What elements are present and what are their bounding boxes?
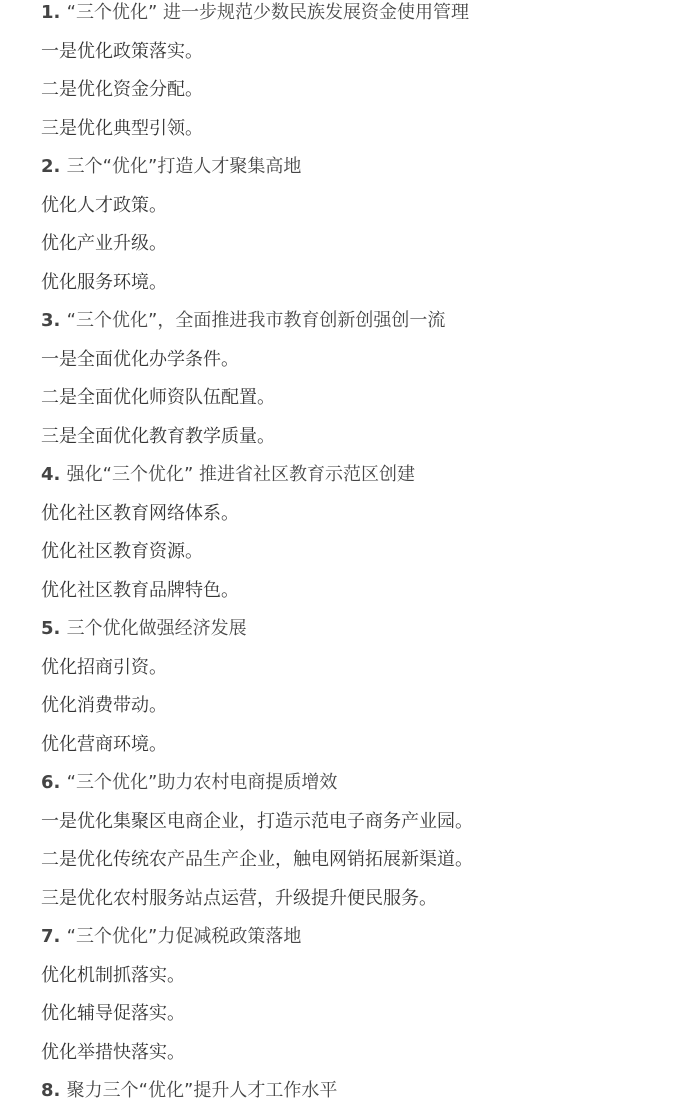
section-number: 1.	[41, 2, 61, 23]
section-heading	[41, 456, 683, 495]
list-item: 三是优化典型引领。	[41, 117, 203, 139]
list-item: 优化机制抓落实。	[41, 964, 185, 986]
section-title: 三个优化做强经济发展	[66, 618, 247, 639]
section-1	[41, 0, 683, 148]
section-4	[41, 456, 683, 610]
section-number: 5.	[41, 618, 61, 639]
section-title: “三个优化”力促减税政策落地	[66, 926, 302, 947]
section-title: “三个优化”，全面推进我市教育创新创强创一流	[66, 310, 446, 331]
section-title: 三个“优化”打造人才聚集高地	[66, 156, 302, 177]
list-item: 三是优化农村服务站点运营，升级提升便民服务。	[41, 887, 437, 909]
section-heading	[41, 0, 683, 33]
section-heading	[41, 148, 683, 187]
list-item: 优化人才政策。	[41, 194, 167, 216]
section-number: 6.	[41, 772, 61, 793]
section-3	[41, 302, 683, 456]
section-heading	[41, 610, 683, 649]
section-7	[41, 918, 683, 1072]
list-item: 优化社区教育资源。	[41, 541, 203, 562]
list-item: 优化招商引资。	[41, 656, 167, 678]
list-item: 优化社区教育网络体系。	[41, 502, 239, 524]
section-title: 强化“三个优化” 推进省社区教育示范区创建	[66, 464, 416, 485]
list-item: 优化社区教育品牌特色。	[41, 579, 239, 601]
section-number: 3.	[41, 310, 61, 331]
list-item: 二是优化传统农产品生产企业，触电网销拓展新渠道。	[41, 849, 473, 870]
section-number: 4.	[41, 464, 61, 485]
list-item: 二是全面优化师资队伍配置。	[41, 387, 275, 408]
section-heading	[41, 302, 683, 341]
list-item: 二是优化资金分配。	[41, 79, 203, 100]
section-number: 8.	[41, 1080, 61, 1101]
list-item: 优化产业升级。	[41, 233, 167, 254]
section-number: 2.	[41, 156, 61, 177]
section-title: 聚力三个“优化”提升人才工作水平	[66, 1080, 338, 1101]
list-item: 优化营商环境。	[41, 733, 167, 755]
list-item: 一是全面优化办学条件。	[41, 348, 239, 370]
section-2	[41, 148, 683, 302]
list-item: 优化辅导促落实。	[41, 1003, 185, 1024]
list-item: 一是优化政策落实。	[41, 40, 203, 62]
list-item: 一是优化集聚区电商企业，打造示范电子商务产业园。	[41, 810, 473, 832]
section-8	[41, 1072, 683, 1111]
section-6	[41, 764, 683, 918]
section-heading	[41, 1072, 683, 1111]
section-5	[41, 610, 683, 764]
section-title: “三个优化” 进一步规范少数民族发展资金使用管理	[66, 2, 470, 23]
section-title: “三个优化”助力农村电商提质增效	[66, 772, 338, 793]
section-heading	[41, 918, 683, 957]
list-item: 优化举措快落实。	[41, 1041, 185, 1063]
list-item: 三是全面优化教育教学质量。	[41, 425, 275, 447]
section-heading	[41, 764, 683, 803]
section-number: 7.	[41, 926, 61, 947]
list-item: 优化服务环境。	[41, 271, 167, 293]
article-content	[41, 0, 683, 1111]
list-item: 优化消费带动。	[41, 695, 167, 716]
